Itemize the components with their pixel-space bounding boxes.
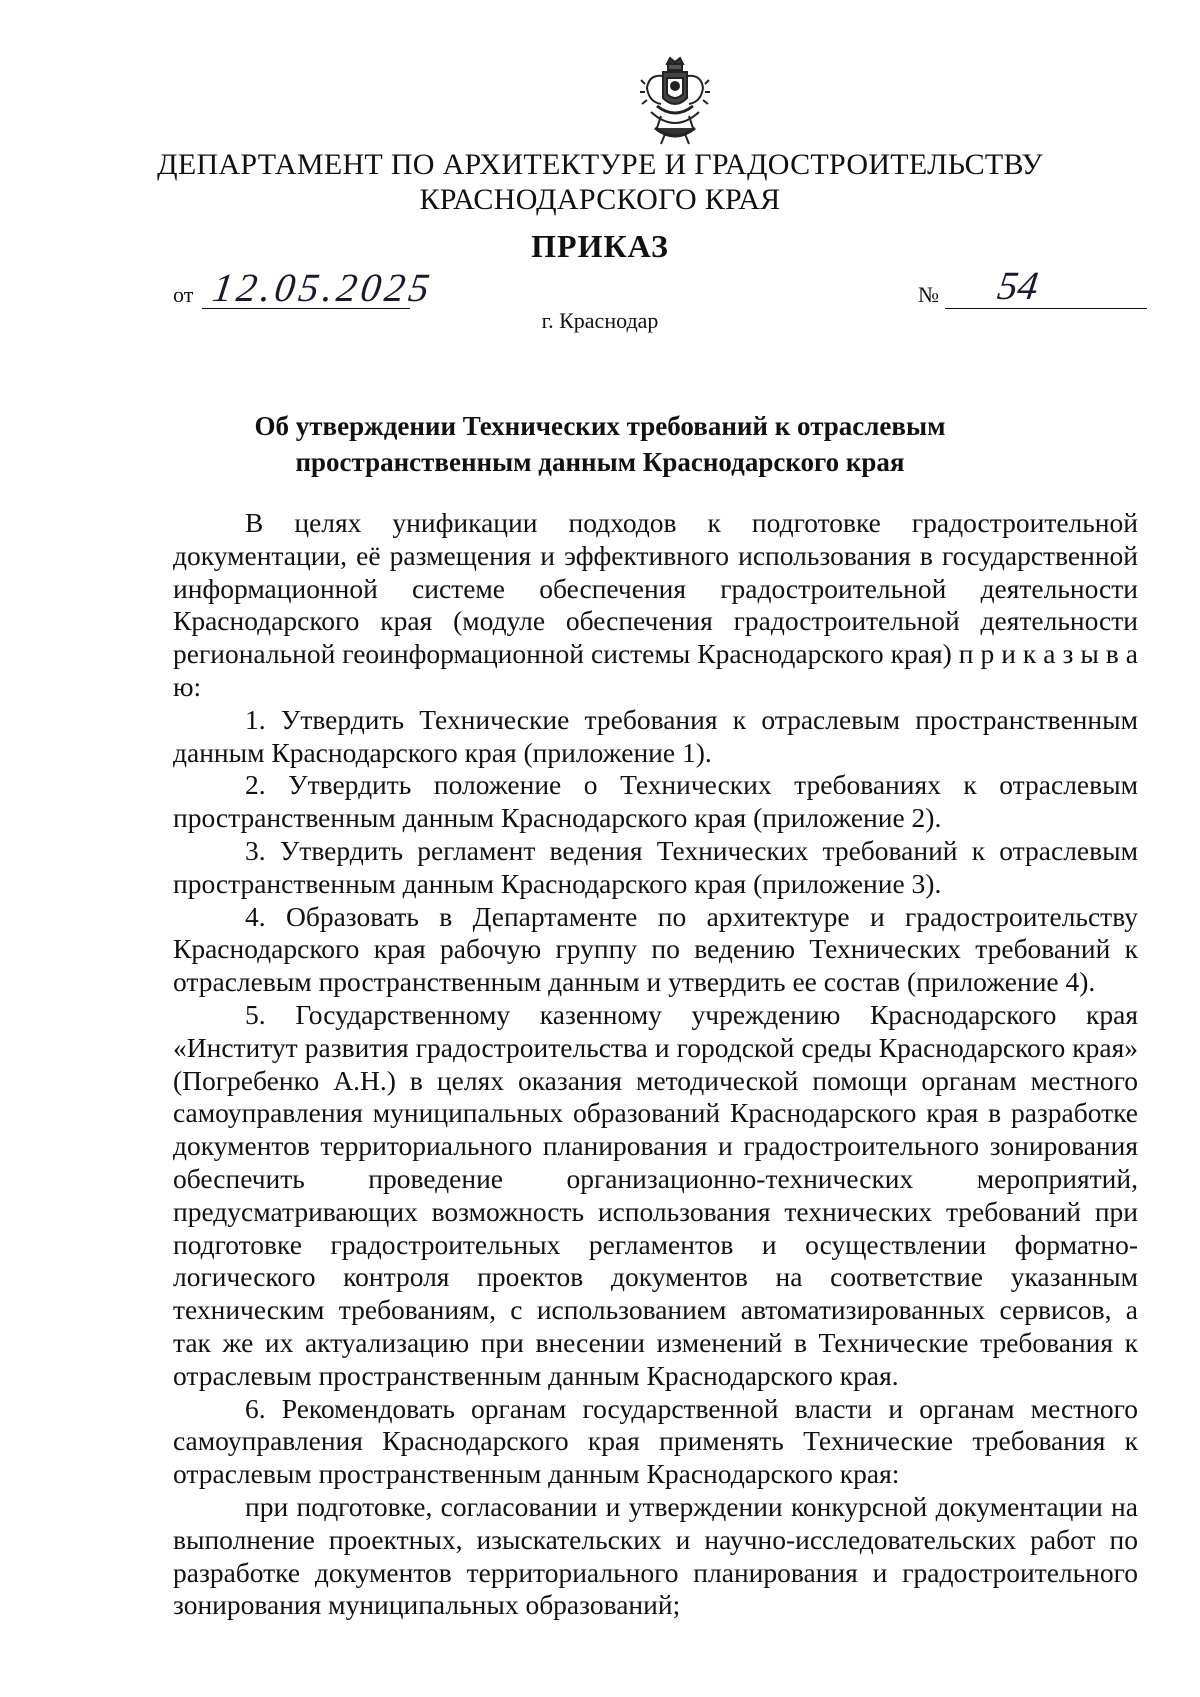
subject-line1: Об утверждении Технических требований к отраслевым xyxy=(254,411,946,441)
number-value-handwritten: 54 xyxy=(994,263,1042,308)
document-type-title: ПРИКАЗ xyxy=(531,228,669,264)
body-paragraph-item-1: 1. Утвердить Технические требования к отраслевым пространственным данным Краснодарского края (приложение 1). xyxy=(173,703,1138,768)
body-paragraph-item-5: 5. Государственному казенному учреждению Краснодарского края «Институт развития градостроительства и городской среды Краснодарского края» (Погребенко А.Н.) в целях оказания методической помощи органам местного самоуправления муниципальных образований Краснодарского края в разработке документов территориального планирования и градостроительного зонирования обеспечить проведение организационно-технических мероприятий, предусматривающих возможность использования технических требований при подготовке градостроительных регламентов и осуществлении форматно-логического контроля проектов документов на соответствие указанным техническим требованиям, с использованием автоматизированных сервисов, а так же их актуализацию при внесении изменений в Технические требования к отраслевым пространственным данным Краснодарского края. xyxy=(173,998,1138,1391)
body-paragraph-item-6: 6. Рекомендовать органам государственной власти и органам местного самоуправления Краснодарского края применять Технические требования к отраслевым пространственным данным Краснодарского края: xyxy=(173,1392,1138,1490)
document-body xyxy=(173,507,1138,1622)
body-paragraph-preamble: В целях унификации подходов к подготовке градостроительной документации, её размещения и эффективного использования в государственной информационной системе обеспечения градостроительной деятельности Краснодарского края (модуле обеспечения градостроительной деятельности региональной геоинформационной системы Краснодарского края) п р и к а з ы в а ю: xyxy=(173,507,1138,702)
body-paragraph-item-4: 4. Образовать в Департаменте по архитектуре и градостроительству Краснодарского края рабочую группу по ведению Технических требований к отраслевым пространственным данным и утвердить ее состав (приложение 4). xyxy=(173,900,1138,998)
city-label: г. Краснодар xyxy=(541,308,659,333)
date-label: от xyxy=(173,282,194,307)
subject-line2: пространственным данным Краснодарского края xyxy=(295,447,905,477)
department-name-line2: КРАСНОДАРСКОГО КРАЯ xyxy=(419,183,781,216)
body-paragraph-item-6-sub: при подготовке, согласовании и утверждении конкурсной документации на выполнение проектных, изыскательских и научно-исследовательских работ по разработке документов территориального планирования и градостроительного зонирования муниципальных образований; xyxy=(173,1490,1138,1621)
body-paragraph-item-2: 2. Утвердить положение о Технических требованиях к отраслевым пространственным данным Краснодарского края (приложение 2). xyxy=(173,769,1138,834)
department-name-line1: ДЕПАРТАМЕНТ ПО АРХИТЕКТУРЕ И ГРАДОСТРОИТЕЛЬСТВУ xyxy=(157,148,1043,181)
date-value-handwritten: 12.05.2025 xyxy=(209,265,437,310)
number-label: № xyxy=(918,282,939,307)
body-paragraph-item-3: 3. Утвердить регламент ведения Технических требований к отраслевым пространственным данным Краснодарского края (приложение 3). xyxy=(173,834,1138,899)
coat-of-arms-icon xyxy=(637,54,713,150)
